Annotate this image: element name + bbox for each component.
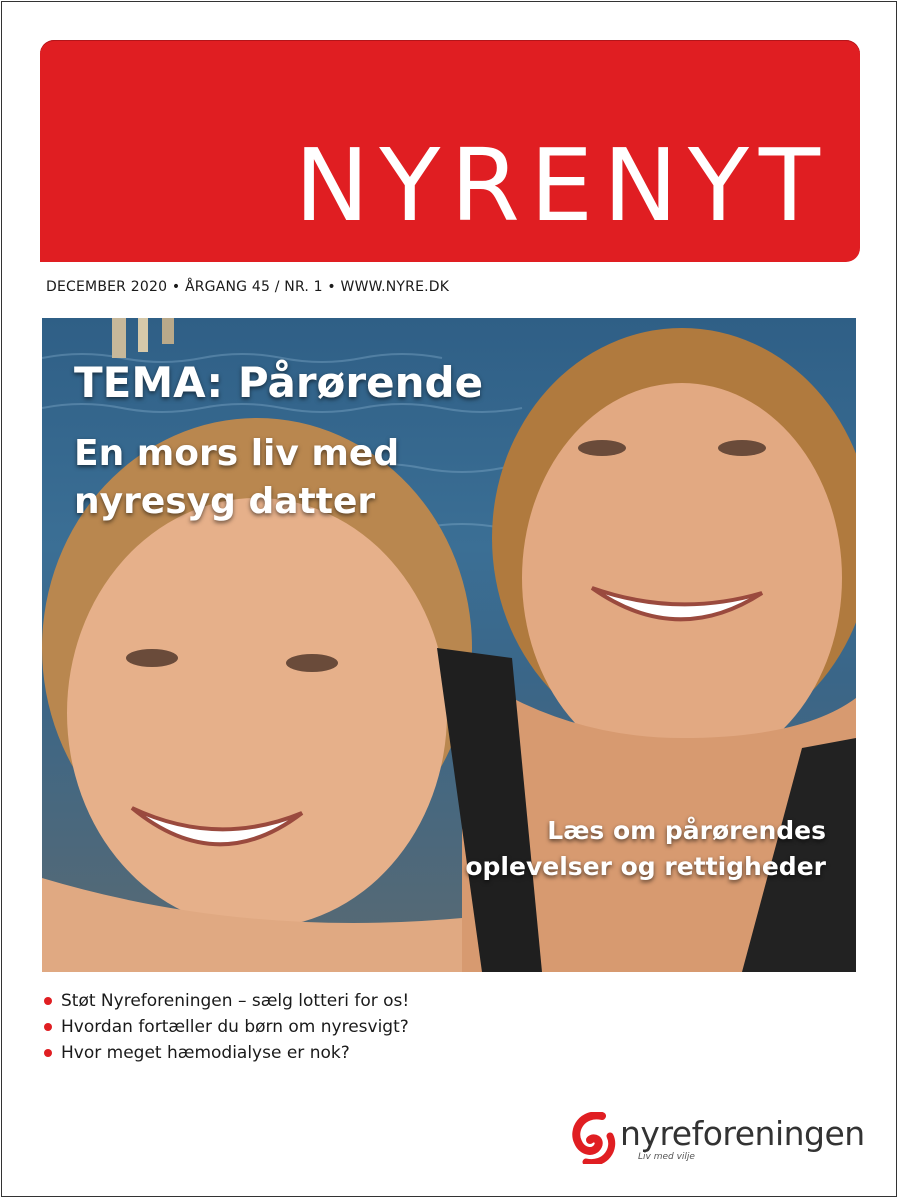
cover-side-line-2: oplevelser og rettigheder [465, 852, 826, 881]
issue-line: DECEMBER 2020 • ÅRGANG 45 / NR. 1 • WWW.NYRE.DK [46, 279, 450, 295]
teaser-text: Hvor meget hæmodialyse er nok? [61, 1043, 350, 1063]
masthead-banner [40, 40, 860, 262]
logo-tagline: Liv med vilje [638, 1152, 695, 1162]
kidney-logo-icon [572, 1112, 616, 1164]
bullet-dot-icon [44, 1023, 52, 1031]
teaser-list [44, 988, 409, 1066]
teaser-text: Hvordan fortæller du børn om nyresvigt? [61, 1017, 409, 1037]
cover-theme-heading: TEMA: Pårørende [74, 358, 484, 407]
cover-story-line-2: nyresyg datter [74, 481, 376, 522]
logo-wordmark: nyreforeningen [620, 1114, 865, 1153]
teaser-text: Støt Nyreforeningen – sælg lotteri for os! [61, 991, 410, 1011]
cover-story-line-1: En mors liv med [74, 433, 400, 474]
cover-side-line-1: Læs om pårørendes [547, 816, 826, 845]
nyreforeningen-logo [572, 1108, 872, 1172]
teaser-item [44, 1014, 409, 1040]
cover-side-teaser [386, 813, 826, 885]
teaser-item [44, 1040, 409, 1066]
magazine-title: NYRENYT [294, 127, 830, 244]
bullet-dot-icon [44, 997, 52, 1005]
bullet-dot-icon [44, 1049, 52, 1057]
cover-story-heading [74, 430, 494, 526]
teaser-item [44, 988, 409, 1014]
cover-photo [42, 318, 856, 972]
